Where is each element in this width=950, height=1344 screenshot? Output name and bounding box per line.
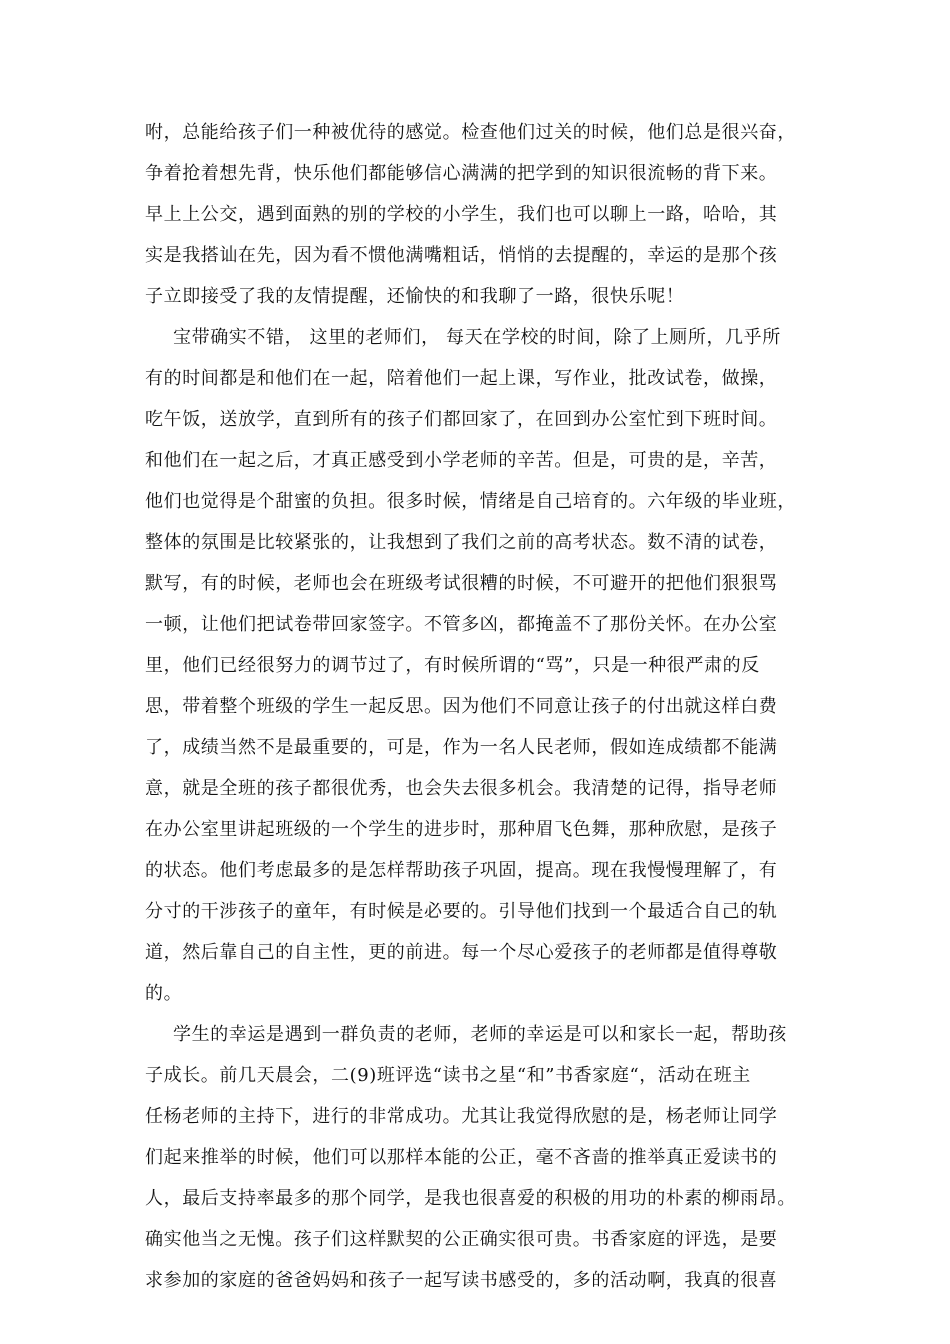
text-line: 里，他们已经很努力的调节过了，有时候所谓的“骂”，只是一种很严肃的反 (145, 655, 760, 676)
text-line: 的。 (145, 983, 183, 1004)
text-line: 有的时间都是和他们在一起，陪着他们一起上课，写作业，批改试卷，做操， (145, 368, 778, 389)
text-line: 分寸的干涉孩子的童年，有时候是必要的。引导他们找到一个最适合自己的轨 (145, 901, 778, 922)
text-line: 了，成绩当然不是最重要的，可是，作为一名人民老师，假如连成绩都不能满 (145, 737, 778, 758)
text-line: 和他们在一起之后，才真正感受到小学老师的辛苦。但是，可贵的是，辛苦， (145, 450, 778, 471)
text-line: 道，然后靠自己的自主性，更的前进。每一个尽心爱孩子的老师都是值得尊敬 (145, 942, 778, 963)
text-line: 整体的氛围是比较紧张的，让我想到了我们之前的高考状态。数不清的试卷， (145, 532, 778, 553)
document-body (145, 112, 810, 1301)
text-line: 争着抢着想先背，快乐他们都能够信心满满的把学到的知识很流畅的背下来。 (145, 163, 778, 184)
text-line: 在办公室里讲起班级的一个学生的进步时，那种眉飞色舞，那种欣慰，是孩子 (145, 819, 778, 840)
text-line: 思，带着整个班级的学生一起反思。因为他们不同意让孩子的付出就这样白费 (145, 696, 778, 717)
text-line: 学生的幸运是遇到一群负责的老师，老师的幸运是可以和家长一起，帮助孩 (173, 1024, 787, 1045)
text-line: 他们也觉得是个甜蜜的负担。很多时候，情绪是自己培育的。六年级的毕业班， (145, 491, 796, 512)
text-line: 默写，有的时候，老师也会在班级考试很糟的时候，不可避开的把他们狠狠骂 (145, 573, 778, 594)
text-line: 咐，总能给孩子们一种被优待的感觉。检查他们过关的时候，他们总是很兴奋， (145, 122, 796, 143)
text-line: 宝带确实不错， 这里的老师们， 每天在学校的时间，除了上厕所，几乎所 (173, 327, 781, 348)
text-line: 一顿，让他们把试卷带回家签字。不管多凶，都掩盖不了那份关怀。在办公室 (145, 614, 778, 635)
text-line: 任杨老师的主持下，进行的非常成功。尤其让我觉得欣慰的是，杨老师让同学 (145, 1106, 778, 1127)
text-line: 实是我搭讪在先，因为看不惯他满嘴粗话，悄悄的去提醒的，幸运的是那个孩 (145, 245, 778, 266)
text-line: 吃午饭，送放学，直到所有的孩子们都回家了，在回到办公室忙到下班时间。 (145, 409, 778, 430)
text-line: 早上上公交，遇到面熟的别的学校的小学生，我们也可以聊上一路，哈哈，其 (145, 204, 778, 225)
text-line: 意，就是全班的孩子都很优秀，也会失去很多机会。我清楚的记得，指导老师 (145, 778, 778, 799)
text-line: 求参加的家庭的爸爸妈妈和孩子一起写读书感受的，多的活动啊，我真的很喜 (145, 1270, 778, 1291)
text-line: 的状态。他们考虑最多的是怎样帮助孩子巩固，提高。现在我慢慢理解了，有 (145, 860, 778, 881)
text-line: 们起来推举的时候，他们可以那样本能的公正，毫不吝啬的推举真正爱读书的 (145, 1147, 778, 1168)
text-line: 子立即接受了我的友情提醒，还愉快的和我聊了一路，很快乐呢！ (145, 286, 685, 307)
text-line: 人，最后支持率最多的那个同学，是我也很喜爱的积极的用功的朴素的柳雨昂。 (145, 1188, 796, 1209)
text-line: 确实他当之无愧。孩子们这样默契的公正确实很可贵。书香家庭的评选，是要 (145, 1229, 778, 1250)
text-line: 子成长。前几天晨会，二(9)班评选“读书之星“和”书香家庭“，活动在班主 (145, 1065, 751, 1086)
